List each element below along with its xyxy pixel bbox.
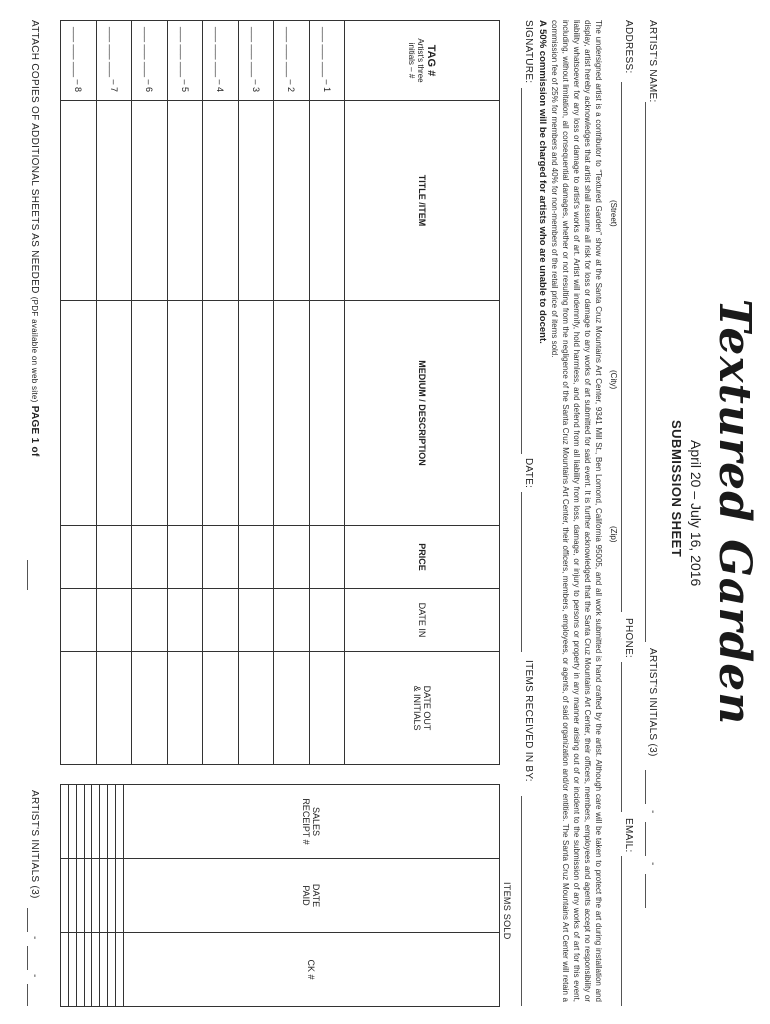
agreement-text: The undersigned artist is a contributor to “Textured Garden” show at the Santa Cruz Mountains Art Center, 9341 Mill St., Ben Lomond, California 95005, and all work submitted is hand crafted by the artist. Although care will be taken to protect the art during installation and display, artist hereby acknowledges that artist shall assume all risk for loss or damage to any works of art submitted for said event. It is further acknowledged that the Santa Cruz Mountains Art Center, their officers, members, employees and agents accept no responsibility or liability whatsoever for any loss or damage to artist's works of art. Artist will indemnify, hold harmless, and defend from all liability from loss, damage, or injury to persons or property in any manner arising out of or incident to the submission of any works of art for this event, including, without limitation, all consequential damages, whether or not resulting from the negligence of the Santa Cruz Mountains Art Center, their officers, members, employees, or agents, of said organization and/or entities. The Santa Cruz Mountains Art Center will retain a commission fee of 25% for members and 40% for non-members of the retail price of items sold.: [550, 20, 603, 1002]
date-out-header: DATE OUT & INITIALS: [345, 652, 500, 765]
medium-cell[interactable]: [309, 301, 345, 526]
ck-cell[interactable]: [92, 933, 100, 1007]
date-label: DATE:: [523, 458, 534, 489]
show-dates: April 20 – July 16, 2016: [688, 440, 704, 587]
title-cell[interactable]: [61, 101, 97, 301]
table-row: [274, 21, 310, 765]
sales-receipt-cell[interactable]: [76, 785, 84, 859]
tag-cell[interactable]: ___ ___ ___ – 7: [96, 21, 132, 101]
table-row: [96, 21, 132, 765]
price-cell[interactable]: [203, 526, 239, 589]
commission-note: A 50% commission will be charged for artists who are unable to docent.: [537, 20, 548, 344]
tag-cell[interactable]: ___ ___ ___ – 3: [238, 21, 274, 101]
sales-receipt-cell[interactable]: [115, 785, 123, 859]
medium-cell[interactable]: [274, 301, 310, 526]
items-received-field[interactable]: [521, 796, 522, 1006]
phone-field[interactable]: [621, 662, 622, 812]
date-in-cell[interactable]: [274, 589, 310, 652]
medium-cell[interactable]: [96, 301, 132, 526]
sales-receipt-cell[interactable]: [92, 785, 100, 859]
medium-cell[interactable]: [132, 301, 168, 526]
medium-cell[interactable]: [203, 301, 239, 526]
sold-row: [92, 785, 100, 1007]
email-field[interactable]: [621, 856, 622, 1006]
table-row: [132, 21, 168, 765]
price-cell[interactable]: [274, 526, 310, 589]
tag-header: TAG # Artist's three initials – #: [345, 21, 500, 101]
table-row: [61, 21, 97, 765]
table-row: [238, 21, 274, 765]
date-out-cell[interactable]: [61, 652, 97, 765]
title-cell[interactable]: [274, 101, 310, 301]
sold-row: [76, 785, 84, 1007]
sales-receipt-cell[interactable]: [84, 785, 92, 859]
date-paid-cell[interactable]: [76, 859, 84, 933]
date-out-cell[interactable]: [96, 652, 132, 765]
date-in-cell[interactable]: [96, 589, 132, 652]
date-paid-cell[interactable]: [61, 859, 69, 933]
date-paid-cell[interactable]: [92, 859, 100, 933]
sales-receipt-cell[interactable]: [100, 785, 108, 859]
date-in-cell[interactable]: [61, 589, 97, 652]
date-paid-cell[interactable]: [108, 859, 116, 933]
date-in-cell[interactable]: [132, 589, 168, 652]
ck-cell[interactable]: [108, 933, 116, 1007]
price-cell[interactable]: [96, 526, 132, 589]
zip-sublabel: (Zip): [609, 526, 618, 543]
ck-cell[interactable]: [76, 933, 84, 1007]
ck-cell[interactable]: [115, 933, 123, 1007]
date-in-cell[interactable]: [167, 589, 203, 652]
sheet-subtitle: SUBMISSION SHEET: [669, 420, 684, 558]
ck-cell[interactable]: [61, 933, 69, 1007]
sold-row: [68, 785, 76, 1007]
footer-initials-3[interactable]: [27, 984, 28, 1006]
table-header-row: [345, 21, 500, 765]
medium-header: MEDIUM / DESCRIPTION: [345, 301, 500, 526]
footer-initials-label: ARTIST'S INITIALS (3): [29, 790, 40, 899]
items-sold-table: [60, 784, 500, 1007]
date-out-cell[interactable]: [274, 652, 310, 765]
sold-row: [100, 785, 108, 1007]
sold-row: [84, 785, 92, 1007]
date-in-cell[interactable]: [203, 589, 239, 652]
artist-initials-label: ARTIST'S INITIALS (3): [647, 648, 658, 757]
date-paid-cell[interactable]: [84, 859, 92, 933]
price-cell[interactable]: [132, 526, 168, 589]
date-out-cell[interactable]: [167, 652, 203, 765]
title-cell[interactable]: [238, 101, 274, 301]
price-cell[interactable]: [309, 526, 345, 589]
title-cell[interactable]: [132, 101, 168, 301]
initials-dash-2: -: [647, 862, 658, 866]
title-header: TITLE /ITEM: [345, 101, 500, 301]
tag-cell[interactable]: ___ ___ ___ – 8: [61, 21, 97, 101]
sales-receipt-header: SALES RECEIPT #: [123, 785, 499, 859]
ck-header: CK #: [123, 933, 499, 1007]
initials-dash-1: -: [647, 810, 658, 814]
signature-field[interactable]: [521, 88, 522, 454]
street-sublabel: (Street): [609, 200, 618, 227]
title-cell[interactable]: [96, 101, 132, 301]
initials-field-3[interactable]: [645, 874, 646, 908]
footer-dash-2: -: [29, 974, 40, 978]
date-out-cell[interactable]: [309, 652, 345, 765]
tag-cell[interactable]: ___ ___ ___ – 4: [203, 21, 239, 101]
city-sublabel: (City): [609, 370, 618, 390]
table-row: [309, 21, 345, 765]
footer-initials-1[interactable]: [27, 908, 28, 932]
sales-receipt-cell[interactable]: [68, 785, 76, 859]
artist-name-field[interactable]: [645, 102, 646, 642]
date-out-cell[interactable]: [238, 652, 274, 765]
show-title: Textured Garden: [709, 298, 760, 726]
date-in-cell[interactable]: [238, 589, 274, 652]
ck-cell[interactable]: [84, 933, 92, 1007]
date-paid-cell[interactable]: [115, 859, 123, 933]
date-out-cell[interactable]: [132, 652, 168, 765]
price-cell[interactable]: [167, 526, 203, 589]
title-cell[interactable]: [167, 101, 203, 301]
table-row: [203, 21, 239, 765]
ck-cell[interactable]: [68, 933, 76, 1007]
sold-header-row: [123, 785, 499, 1007]
footer-dash-1: -: [29, 936, 40, 940]
tag-cell[interactable]: ___ ___ ___ – 6: [132, 21, 168, 101]
date-paid-cell[interactable]: [100, 859, 108, 933]
price-cell[interactable]: [238, 526, 274, 589]
price-header: PRICE: [345, 526, 500, 589]
footer-initials-2[interactable]: [27, 946, 28, 970]
medium-cell[interactable]: [61, 301, 97, 526]
page-count-field[interactable]: [27, 560, 28, 590]
items-received-label: ITEMS RECEIVED IN BY:: [523, 660, 534, 782]
medium-cell[interactable]: [167, 301, 203, 526]
tag-cell[interactable]: ___ ___ ___ – 5: [167, 21, 203, 101]
price-cell[interactable]: [61, 526, 97, 589]
sold-row: [115, 785, 123, 1007]
sold-row: [108, 785, 116, 1007]
date-paid-header: DATE PAID: [123, 859, 499, 933]
initials-field-2[interactable]: [645, 822, 646, 856]
sales-receipt-cell[interactable]: [108, 785, 116, 859]
items-sold-label: ITEMS SOLD: [502, 882, 512, 940]
date-out-cell[interactable]: [203, 652, 239, 765]
date-paid-cell[interactable]: [68, 859, 76, 933]
footer-attach-text: ATTACH COPIES OF ADDITIONAL SHEETS AS NEEDED (PDF available on web site) PAGE 1 of: [29, 20, 40, 457]
address-label: ADDRESS:: [623, 20, 634, 74]
date-field[interactable]: [521, 492, 522, 652]
date-in-cell[interactable]: [309, 589, 345, 652]
sold-row: [61, 785, 69, 1007]
email-label: EMAIL:: [623, 818, 634, 853]
tag-cell[interactable]: ___ ___ ___ – 2: [274, 21, 310, 101]
sales-receipt-cell[interactable]: [61, 785, 69, 859]
address-field[interactable]: [621, 82, 622, 612]
artist-name-label: ARTIST'S NAME:: [647, 20, 658, 103]
table-row: [167, 21, 203, 765]
medium-cell[interactable]: [238, 301, 274, 526]
title-cell[interactable]: [203, 101, 239, 301]
signature-label: SIGNATURE:: [523, 20, 534, 84]
submission-table: [60, 20, 500, 765]
phone-label: PHONE:: [623, 618, 634, 659]
date-in-header: DATE IN: [345, 589, 500, 652]
title-cell[interactable]: [309, 101, 345, 301]
ck-cell[interactable]: [100, 933, 108, 1007]
initials-field-1[interactable]: [645, 770, 646, 804]
tag-cell[interactable]: ___ ___ ___ – 1: [309, 21, 345, 101]
